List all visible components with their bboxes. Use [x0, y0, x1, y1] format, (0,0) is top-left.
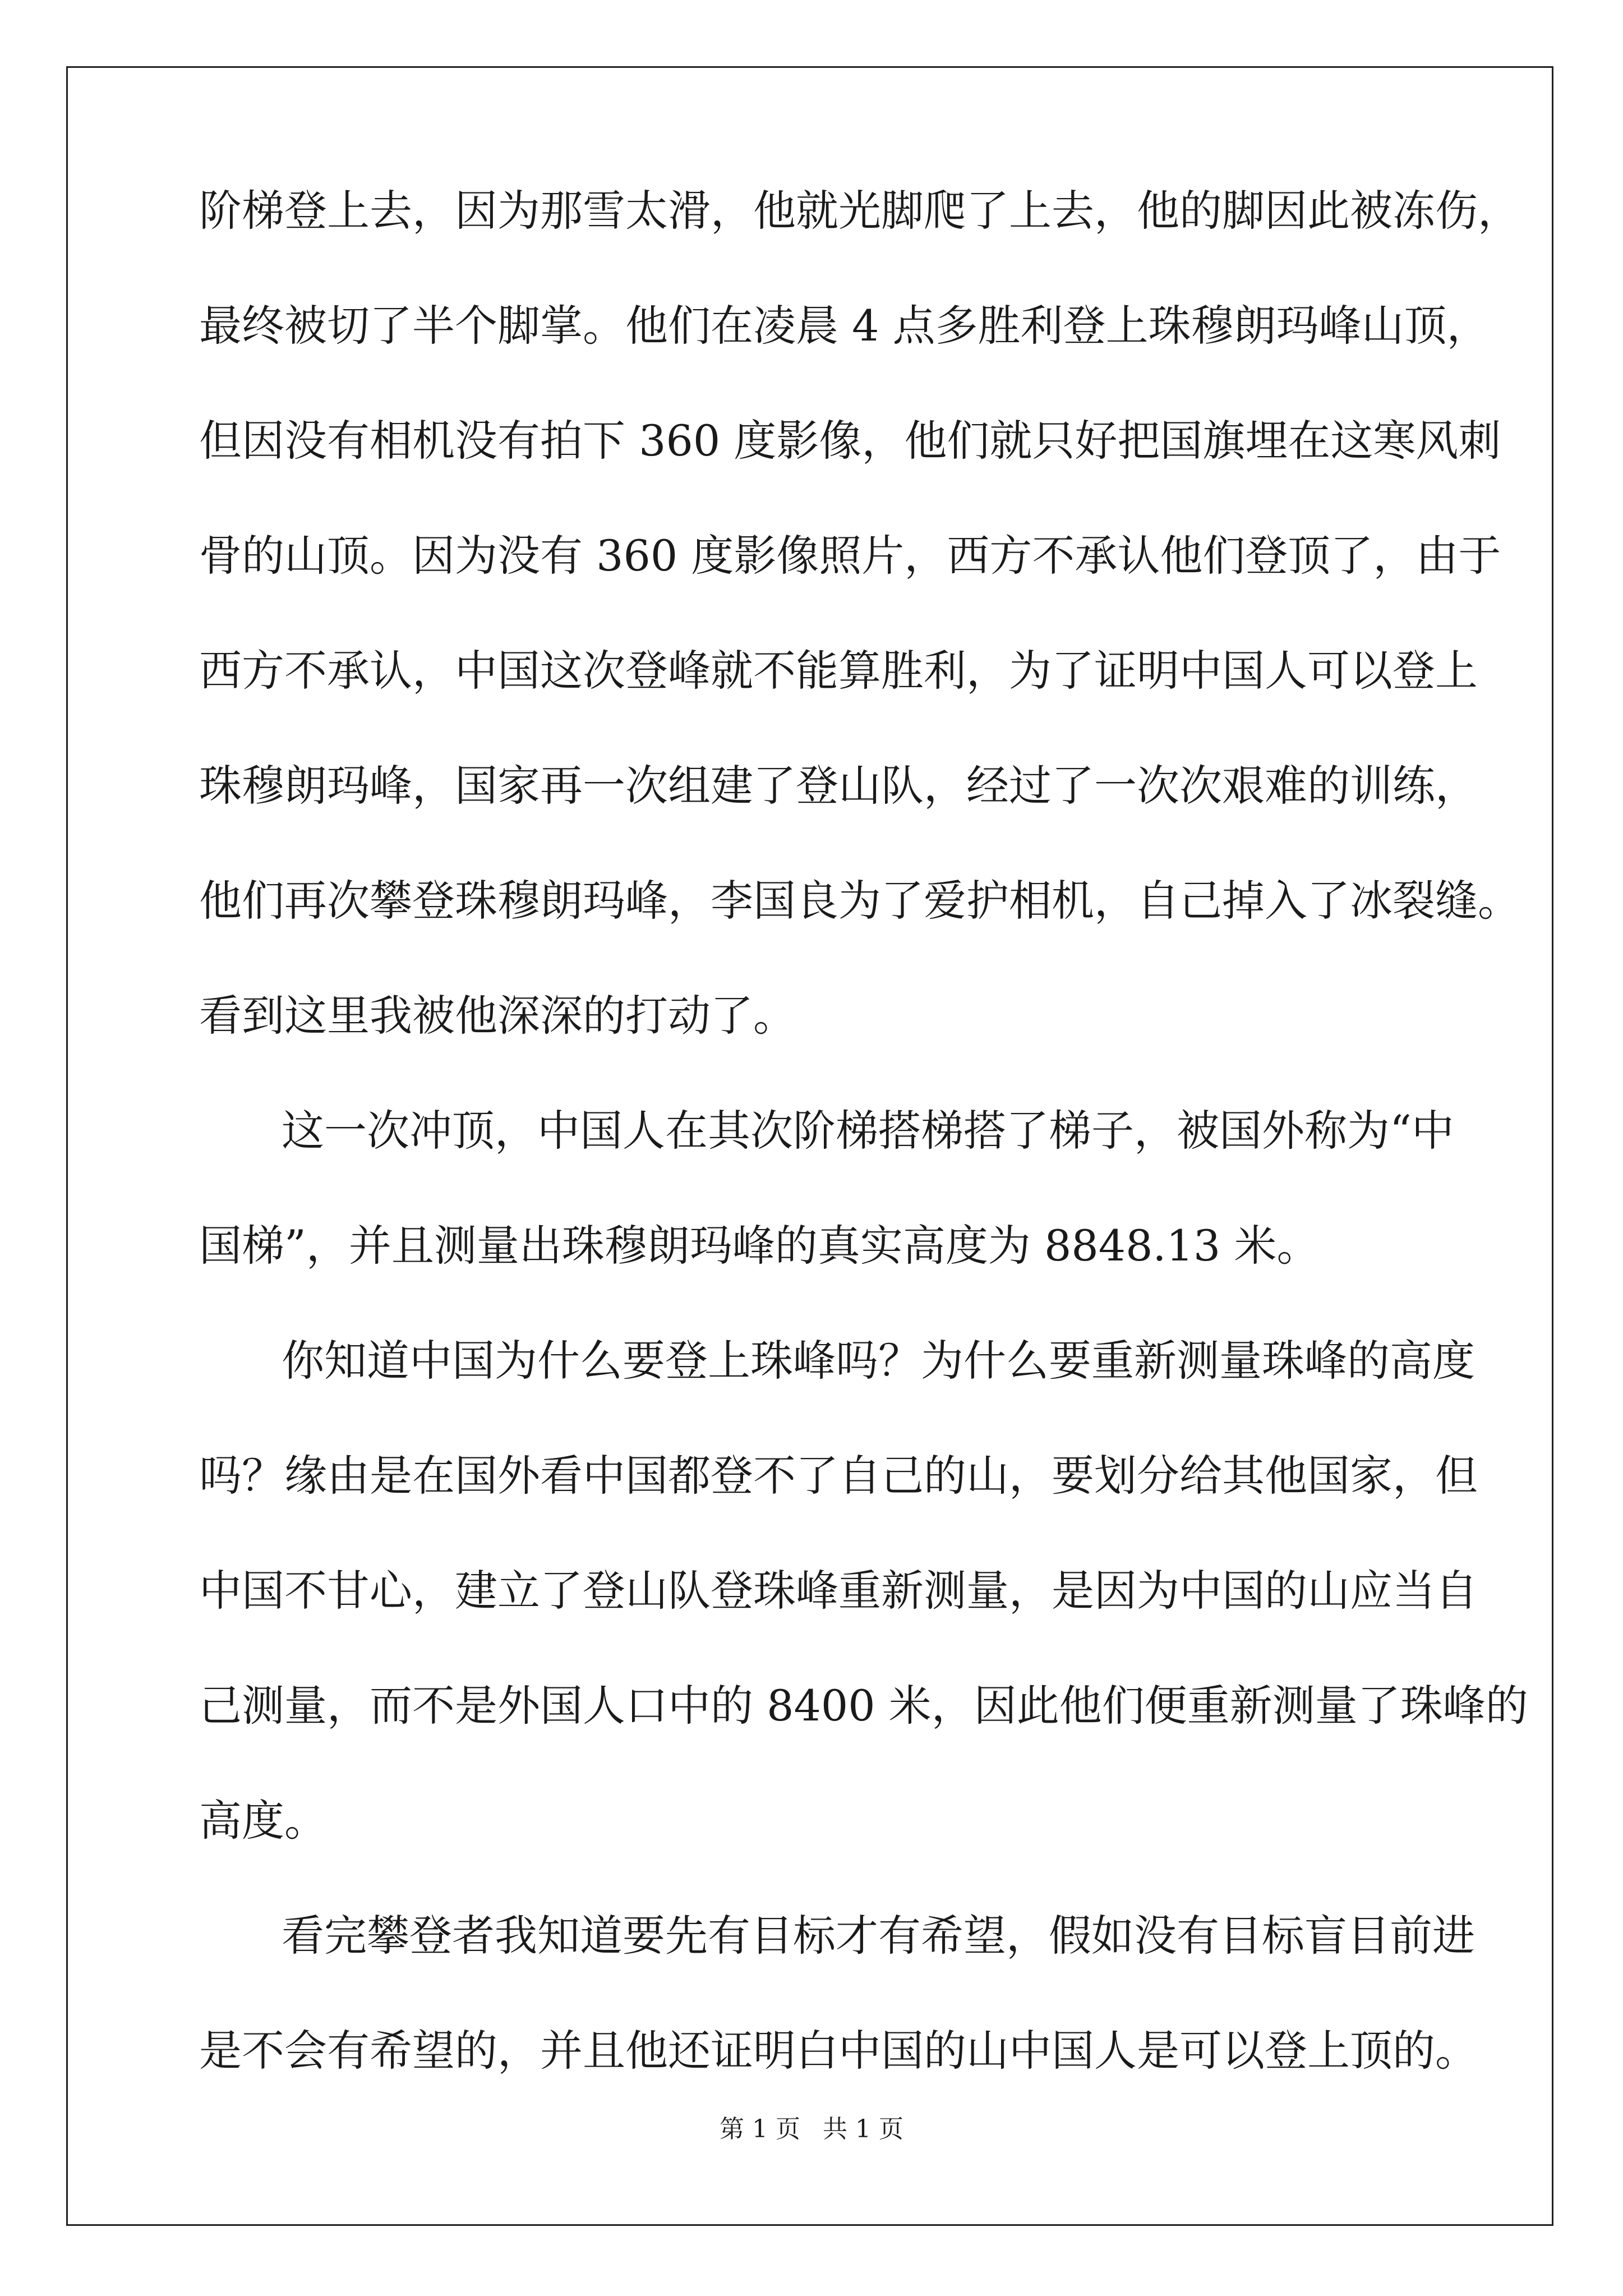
text-line: 珠穆朗玛峰，国家再一次组建了登山队，经过了一次次艰难的训练，	[199, 761, 1478, 811]
text-line: 己测量，而不是外国人口中的 8400 米，因此他们便重新测量了珠峰的	[199, 1681, 1528, 1731]
text-line: 他们再次攀登珠穆朗玛峰，李国良为了爱护相机，自己掉入了冰裂缝。	[199, 876, 1520, 926]
text-line: 看到这里我被他深深的打动了。	[199, 991, 796, 1041]
page-total: 共 1 页	[823, 2115, 903, 2143]
page-footer	[0, 2117, 1623, 2142]
text-line: 骨的山顶。因为没有 360 度影像照片，西方不承认他们登顶了，由于	[199, 531, 1501, 581]
text-line: 吗？缘由是在国外看中国都登不了自己的山，要划分给其他国家，但	[199, 1451, 1478, 1501]
text-line: 但因没有相机没有拍下 360 度影像，他们就只好把国旗埋在这寒风刺	[199, 416, 1501, 466]
page-number: 第 1 页	[720, 2115, 800, 2143]
text-line: 中国不甘心，建立了登山队登珠峰重新测量，是因为中国的山应当自	[199, 1566, 1478, 1616]
text-line: 高度。	[199, 1796, 327, 1846]
paragraph-first-line: 你知道中国为什么要登上珠峰吗？为什么要重新测量珠峰的高度	[282, 1336, 1475, 1386]
text-line: 是不会有希望的，并且他还证明白中国的山中国人是可以登上顶的。	[199, 2026, 1478, 2076]
text-line: 西方不承认，中国这次登峰就不能算胜利，为了证明中国人可以登上	[199, 646, 1478, 696]
paragraph-first-line: 看完攀登者我知道要先有目标才有希望，假如没有目标盲目前进	[282, 1911, 1475, 1961]
paragraph-first-line: 这一次冲顶，中国人在其次阶梯搭梯搭了梯子，被国外称为“中	[282, 1106, 1454, 1156]
text-line: 国梯”，并且测量出珠穆朗玛峰的真实高度为 8848.13 米。	[199, 1221, 1320, 1271]
text-line: 最终被切了半个脚掌。他们在凌晨 4 点多胜利登上珠穆朗玛峰山顶，	[199, 301, 1490, 351]
text-line: 阶梯登上去，因为那雪太滑，他就光脚爬了上去，他的脚因此被冻伤，	[199, 186, 1520, 236]
